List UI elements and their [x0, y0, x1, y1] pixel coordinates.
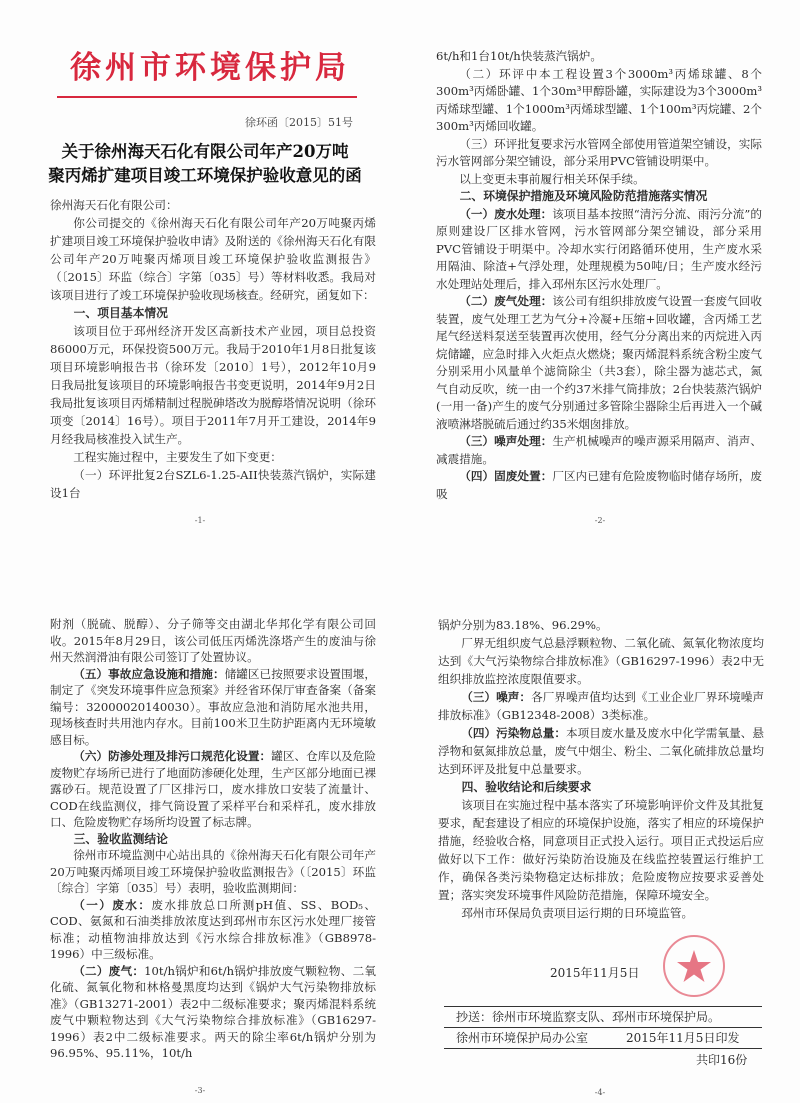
cc-line: 抄送：徐州市环境监察支队、邳州市环境保护局。 [456, 1010, 721, 1024]
paragraph [50, 322, 376, 448]
paragraph-text: 工程实施过程中，主要发生了如下变更： [73, 450, 282, 464]
footer-divider [444, 1048, 762, 1049]
paragraph [438, 688, 764, 724]
paragraph [436, 468, 762, 503]
paragraph-text: 6t/h和1台10t/h快装蒸汽锅炉。 [436, 49, 602, 63]
paragraph [50, 466, 376, 502]
paragraph [436, 433, 762, 468]
paragraph-text: 徐州海天石化有限公司： [50, 198, 178, 212]
print-date: 2015年11月5日印发 [626, 1031, 740, 1045]
paragraph [436, 48, 762, 66]
page-3 [0, 560, 400, 1103]
paragraph-text: 各厂界噪声值均达到《工业企业厂界环境噪声排放标准》（GB12348-2008）3类标准。 [438, 690, 764, 722]
paragraph [50, 214, 376, 304]
paragraph-text: 本项目废水量及废水中化学需氧量、悬浮物和氨氮排放总量，废气中烟尘、粉尘、二氧化硫排放总量均达到环评及批复中总量要求。 [438, 726, 764, 776]
paragraph-lead: （一）废水： [73, 897, 152, 912]
paragraph-text: 附剂（脱硫、脱醇）、分子筛等交由湖北华邦化学有限公司回收。2015年8月29日，该公司低压丙烯洗涤塔产生的废油与徐州天然润滑油有限公司签订了处置协议。 [50, 617, 376, 664]
paragraph-text: 废水排放总口所测pH值、SS、BOD₅、COD、氨氮和石油类排放浓度达到邳州市东区污水处理厂接管标准；动植物油排放达到《污水综合排放标准》（GB8978-1996）中三级标准。 [50, 897, 376, 961]
paragraph-text: 二、环境保护措施及环境风险防范措施落实情况 [459, 189, 708, 203]
footer-divider [444, 1027, 762, 1028]
paragraph-text: 该项目基本按照“清污分流、雨污分流”的原则建设厂区排水管网，污水管网部分架空铺设，部分采用PVC管铺设于明渠中。冷却水实行闭路循环使用，生产废水采用隔油、除渣+气浮处理，处理规模为50吨/日；生产废水经污水处理站处理后，排入邳州东区污水处理厂。 [436, 206, 762, 291]
page-number: -2- [594, 516, 606, 525]
paragraph-text: 你公司提交的《徐州海天石化有限公司年产20万吨聚丙烯扩建项目竣工环境保护验收申请》及附送的《徐州海天石化有限公司年产20万吨聚丙烯项目竣工环境保护验收监测报告》（〔2015〕环监（综合〕字第〔035〕号）等材料收悉。我局对该项目进行了竣工环境保护验收现场核查。经研究，函复如下： [50, 216, 376, 302]
org-letterhead: 徐州市环境保护局 [70, 50, 350, 86]
paragraph-text: 生产机械噪声的噪声源采用隔声、消声、减震措施。 [436, 434, 762, 466]
section-heading [50, 831, 376, 848]
paragraph [438, 796, 764, 904]
page-4-body [438, 616, 764, 922]
paragraph [50, 963, 376, 1062]
signature-date: 2015年11月5日 [550, 966, 640, 980]
paragraph-text: 厂区内已建有危险废物临时储存场所，废吸 [436, 469, 762, 501]
paragraph [436, 171, 762, 189]
paragraph [438, 634, 764, 688]
section-heading [438, 778, 764, 796]
page-2-body [436, 48, 762, 503]
paragraph [50, 616, 376, 666]
section-heading [436, 188, 762, 206]
title-line-2: 聚丙烯扩建项目竣工环境保护验收意见的函 [48, 166, 362, 185]
paragraph-text: 三、验收监测结论 [73, 831, 168, 846]
paragraph-text: 该项目位于邳州经济开发区高新技术产业园，项目总投资86000万元，环保投资500万元。我局于2010年1月8日批复该项目环境影响报告书（徐环发〔2010〕1号），2012年10月9日我局批复该项目的环境影响报告书变更说明，2014年9月2日我局批复该项目丙烯精制过程脱砷塔改为脱醇塔情况说明（徐环项变〔2014〕16号）。项目于2011年7月开工建设，2014年9月经我局核准投入试生产。 [50, 324, 376, 446]
page-4 [400, 560, 800, 1103]
paragraph [50, 448, 376, 466]
paragraph-text: 邳州市环保局负责项目运行期的日环境监管。 [461, 906, 694, 920]
paragraph-lead: （二）废气处理： [459, 294, 553, 308]
paragraph-lead: （四）固废处置： [459, 469, 553, 483]
paragraph [50, 748, 376, 831]
official-seal [662, 934, 726, 998]
paragraph-lead: （三）噪声： [461, 690, 532, 704]
paragraph-lead: （六）防渗处理及排污口规范化设置： [73, 749, 272, 763]
page-number: -3- [194, 1086, 206, 1095]
copies-count: 共印16份 [696, 1053, 748, 1067]
star-icon [677, 950, 711, 982]
paragraph-text: （一）环评批复2台SZL6-1.25-AII快装蒸汽锅炉，实际建设1台 [50, 468, 376, 500]
paragraph [438, 724, 764, 778]
paragraph-lead: （四）污染物总量： [461, 726, 567, 740]
paragraph-text: 该项目在实施过程中基本落实了环境影响评价文件及其批复要求，配套建设了相应的环境保护设施，落实了相应的环境保护措施，经验收合格，同意项目正式投入运行。项目正式投运后应做好以下工作：做好污染防治设施及在线监控装置运行维护工作，确保各类污染物稳定达标排放；危险废物应按要求妥善处置；落实突发环境事件风险防范措施，保障环境安全。 [438, 798, 764, 902]
paragraph-text: 储罐区已按照要求设置围堰，制定了《突发环境事件应急预案》并经省环保厅审查备案（备案编号：32000020140030）。事故应急池和消防尾水池共用，现场核查时共用池内存水。目前100米卫生防护距离内无环境敏感目标。 [50, 666, 376, 747]
paragraph [438, 616, 764, 634]
page-1-body [50, 196, 376, 502]
page-number: -1- [194, 516, 206, 525]
document-title [40, 140, 370, 188]
paragraph [50, 847, 376, 897]
paragraph-text: （三）环评批复要求污水管网全部使用管道架空铺设，实际污水管网部分架空铺设，部分采用PVC管铺设明渠中。 [436, 136, 762, 168]
paragraph [50, 196, 376, 214]
page-1 [0, 0, 400, 550]
paragraph [436, 136, 762, 171]
paragraph [438, 904, 764, 922]
paragraph-text: 罐区、仓库以及危险废物贮存场所已进行了地面防渗硬化处理，生产区部分地面已裸露砂石。规范设置了厂区排污口，废水排放口安装了流量计、COD在线监测仪，排气筒设置了采样平台和采样孔，废水排放口、危险废物贮存场所均设置了标志牌。 [50, 749, 376, 829]
paragraph-lead: （五）事故应急设施和措施： [73, 666, 225, 681]
paragraph-text: 徐州市环境监测中心站出具的《徐州海天石化有限公司年产20万吨聚丙烯项目竣工环境保护验收监测报告》（〔2015〕环监〔综合〕字第〔035〕号）表明，验收监测期间： [50, 848, 376, 895]
paragraph-text: 10t/h锅炉和6t/h锅炉排放废气颗粒物、二氧化硫、氮氧化物和林格曼黑度均达到《锅炉大气污染物排放标准》（GB13271-2001）表2中二级标准要求；聚丙烯混料系统废气中颗粒物达到《大气污染物综合排放标准》（GB16297-1996）表2中二级标准要求。两天的除尘率6t/h锅炉分别为96.95%、95.11%，10t/h [50, 963, 376, 1060]
paragraph-text: 锅炉分别为83.18%、96.29%。 [438, 618, 608, 632]
paragraph-text: 该公司有组织排放废气设置一套废气回收装置，废气处理工艺为气分+冷凝+压缩+回收罐，含丙烯工艺尾气经送料泵送至装置再次使用，经气分分离出来的丙烷进入丙烷储罐，应急时排入火炬点火燃烧；聚丙烯混料系统含粉尘废气分别采用小风量单个滤筒除尘（共3套），除尘器为滤芯式，氮气自动反吹，统一由一个约37米排气筒排放；2台快装蒸汽锅炉(一用一备)产生的废气分别通过多管除尘器除尘后再进入一个碱液喷淋塔脱硫后通过约35米烟囱排放。 [436, 294, 762, 431]
title-line-1: 关于徐州海天石化有限公司年产20万吨 [61, 142, 349, 161]
paragraph-text: 一、项目基本情况 [73, 306, 168, 320]
issuing-office: 徐州市环境保护局办公室 [456, 1031, 589, 1045]
section-heading [50, 304, 376, 322]
paragraph [436, 206, 762, 294]
paragraph-text: （二）环评中本工程设置3个3000m³丙烯球罐、8个300m³丙烯卧罐、1个30m³甲醇卧罐，实际建设为3个3000m³丙烯球型罐、1个1000m³丙烯球型罐、1个100m³丙烷罐、2个300m³丙烯回收罐。 [436, 66, 762, 133]
paragraph-lead: （二）废气： [73, 963, 145, 978]
page-2 [400, 0, 800, 550]
document-number: 徐环函〔2015〕51号 [245, 116, 353, 129]
page-number: -4- [594, 1088, 606, 1097]
footer-divider [444, 1006, 762, 1007]
paragraph-text: 以上变更未事前履行相关环保手续。 [459, 171, 645, 186]
page-3-body [50, 616, 376, 1062]
paragraph [50, 897, 376, 963]
paragraph [50, 666, 376, 749]
paragraph-text: 厂界无组织废气总悬浮颗粒物、二氧化硫、氮氧化物浓度均达到《大气污染物综合排放标准》（GB16297-1996）表2中无组织排放监控浓度限值要求。 [438, 636, 764, 686]
letterhead-divider [57, 96, 357, 98]
paragraph [436, 293, 762, 433]
paragraph-lead: （三）噪声处理： [459, 434, 553, 448]
paragraph-lead: （一）废水处理： [459, 206, 553, 221]
paragraph [436, 66, 762, 136]
paragraph-text: 四、验收结论和后续要求 [461, 780, 592, 794]
